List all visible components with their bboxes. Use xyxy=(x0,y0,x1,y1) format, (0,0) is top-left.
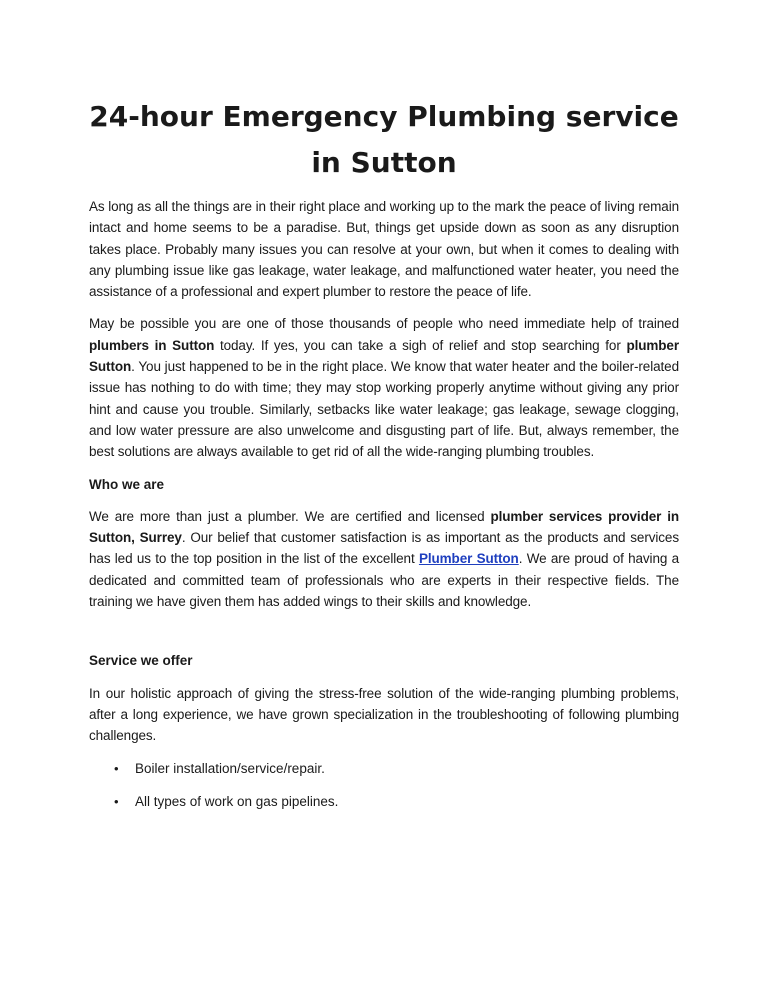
plumber-sutton-link[interactable]: Plumber Sutton xyxy=(418,551,519,567)
list-item xyxy=(114,758,679,779)
who-we-are-heading: Who we are xyxy=(89,476,165,492)
bullet-icon: • xyxy=(114,793,119,809)
intro-paragraph: As long as all the things are in their right place and working up to the mark the peace of living remain intact and home seems to be a paradise. But, things get upside down as soon as any disruption takes place. Probably many issues you can resolve at your own, but when it comes to dealing with any plumbing issue like gas leakage, water leakage, and malfunctioned water heater, you need the assistance of a professional and expert plumber to restore the peace of life. xyxy=(89,199,679,300)
about-paragraph xyxy=(89,506,679,612)
text-run: We are more than just a plumber. We are certified and licensed xyxy=(89,508,491,524)
help-paragraph xyxy=(89,313,679,462)
text-run: today. If yes, you can take a sigh of relief and stop searching for xyxy=(214,337,627,353)
service-heading: Service we offer xyxy=(89,653,193,669)
service-paragraph: In our holistic approach of giving the stress-free solution of the wide-ranging plumbing problems, after a long experience, we have grown specialization in the troubleshooting of following plumbing challenges. xyxy=(89,685,679,744)
spacer xyxy=(89,623,679,650)
bold-term: plumbers in Sutton xyxy=(89,337,215,353)
service-list xyxy=(89,758,679,812)
bold-term: plumber Sutton xyxy=(89,337,679,375)
list-item-text: Boiler installation/service/repair. xyxy=(135,760,325,776)
bullet-icon: • xyxy=(114,760,119,776)
list-item xyxy=(114,791,679,812)
text-run: . We are proud of having a dedicated and committed team of professionals who are experts in their respective fields. The training we have given them has added wings to their skills and knowledge. xyxy=(89,551,679,610)
page-title: 24-hour Emergency Plumbing service in Sutton xyxy=(89,100,679,179)
text-run: . You just happened to be in the right place. We know that water heater and the boiler-related issue has nothing to do with time; they may stop working properly anytime without giving any prior hint and cause you trouble. Similarly, setbacks like water leakage; gas leakage, sewage clogging, and low water pressure are also unwelcome and disgusting part of life. But, always remember, the best solutions are always available to get rid of all the wide-ranging plumbing troubles. xyxy=(89,359,679,460)
text-run: May be possible you are one of those thousands of people who need immediate help of trained xyxy=(89,316,679,332)
bold-term: plumber services provider in Sutton, Surrey xyxy=(89,508,679,546)
text-run: . Our belief that customer satisfaction is as important as the products and services has led us to the top position in the list of the excellent xyxy=(89,530,679,567)
list-item-text: All types of work on gas pipelines. xyxy=(135,793,339,809)
